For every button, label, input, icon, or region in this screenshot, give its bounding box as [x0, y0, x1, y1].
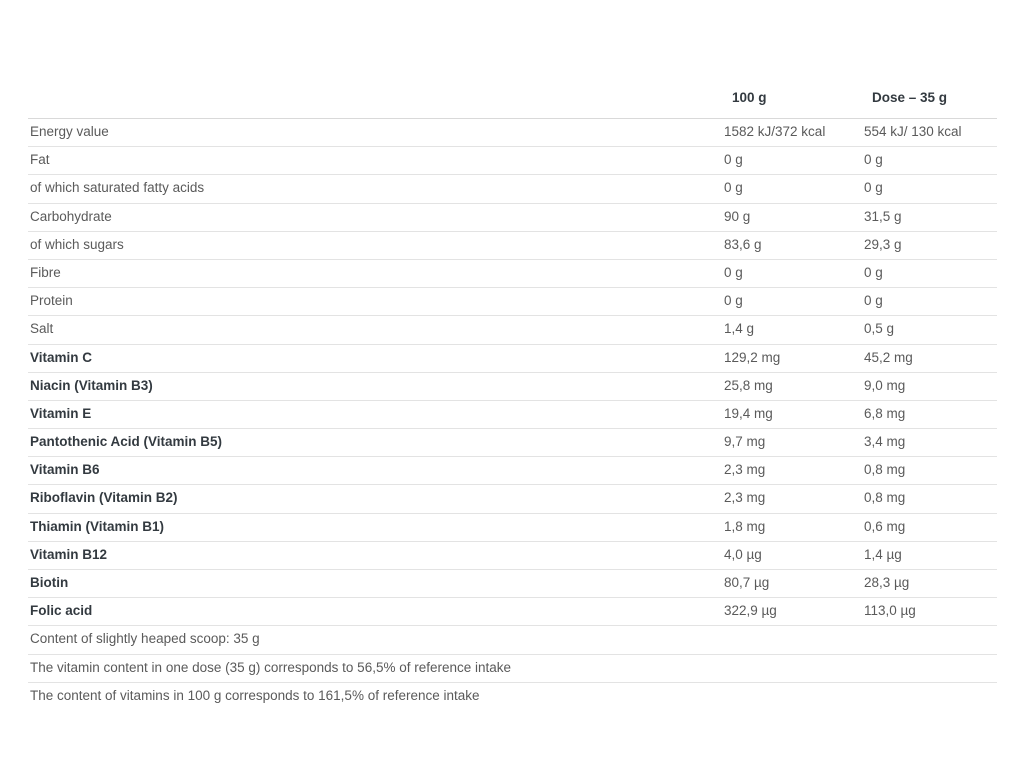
row-label: Riboflavin (Vitamin B2) [30, 490, 178, 506]
nutrition-table [28, 78, 997, 710]
table-row [28, 683, 997, 710]
value-per-100g: 9,7 mg [724, 434, 766, 450]
row-label: Salt [30, 321, 54, 337]
column-header-100g: 100 g [732, 90, 767, 105]
value-per-100g: 2,3 mg [724, 490, 766, 506]
value-per-100g: 0 g [724, 264, 743, 280]
row-label: Pantothenic Acid (Vitamin B5) [30, 434, 223, 450]
table-body [28, 119, 997, 710]
table-row [28, 626, 997, 654]
value-per-dose: 0,5 g [864, 321, 895, 337]
value-per-dose: 0,8 mg [864, 462, 906, 478]
row-label: Fibre [30, 264, 61, 280]
row-label: Fat [30, 152, 50, 168]
table-row [28, 655, 997, 683]
value-per-100g: 19,4 mg [724, 405, 773, 421]
value-per-dose: 0,6 mg [864, 518, 906, 534]
value-per-dose: 554 kJ/ 130 kcal [864, 124, 962, 139]
value-per-dose: 1,4 µg [864, 546, 902, 562]
row-label: Vitamin B12 [30, 546, 108, 562]
value-per-dose: 45,2 mg [864, 349, 913, 365]
row-label: Vitamin E [30, 405, 92, 421]
table-row [28, 288, 997, 316]
value-per-100g: 25,8 mg [724, 377, 773, 393]
value-per-dose: 113,0 µg [864, 603, 916, 619]
table-row [28, 345, 997, 373]
value-per-dose: 3,4 mg [864, 434, 906, 450]
value-per-100g: 80,7 µg [724, 575, 770, 590]
row-label: Carbohydrate [30, 208, 112, 224]
row-label: Vitamin C [30, 349, 93, 365]
table-row [28, 598, 997, 626]
row-label: Folic acid [30, 603, 93, 619]
row-label: of which sugars [30, 236, 124, 252]
row-label: The content of vitamins in 100 g corresponds to 161,5% of reference intake [30, 687, 480, 703]
table-row [28, 485, 997, 513]
table-row [28, 204, 997, 232]
table-row [28, 401, 997, 429]
value-per-100g: 0 g [724, 152, 743, 168]
value-per-dose: 0 g [864, 152, 883, 168]
row-label: Biotin [30, 575, 69, 590]
value-per-100g: 1,4 g [724, 321, 755, 337]
value-per-dose: 0,8 mg [864, 490, 906, 506]
value-per-dose: 9,0 mg [864, 377, 906, 393]
table-row [28, 373, 997, 401]
row-label: Niacin (Vitamin B3) [30, 377, 153, 393]
row-label: Protein [30, 293, 73, 309]
value-per-100g: 129,2 mg [724, 349, 781, 365]
value-per-dose: 0 g [864, 264, 883, 280]
value-per-dose: 28,3 µg [864, 575, 910, 590]
row-label: Content of slightly heaped scoop: 35 g [30, 631, 260, 647]
table-row [28, 457, 997, 485]
table-row [28, 119, 997, 147]
value-per-dose: 6,8 mg [864, 405, 906, 421]
table-row [28, 232, 997, 260]
table-row [28, 429, 997, 457]
value-per-100g: 83,6 g [724, 236, 762, 252]
value-per-100g: 4,0 µg [724, 546, 762, 562]
table-row [28, 316, 997, 344]
column-header-dose: Dose – 35 g [872, 90, 948, 105]
value-per-100g: 1,8 mg [724, 518, 766, 534]
table-row [28, 542, 997, 570]
value-per-100g: 1582 kJ/372 kcal [724, 124, 826, 139]
table-row [28, 147, 997, 175]
row-label: Energy value [30, 124, 109, 139]
value-per-dose: 29,3 g [864, 236, 902, 252]
value-per-dose: 31,5 g [864, 208, 902, 224]
value-per-100g: 2,3 mg [724, 462, 766, 478]
value-per-dose: 0 g [864, 180, 883, 196]
table-header [28, 78, 997, 119]
row-label: Thiamin (Vitamin B1) [30, 518, 165, 534]
value-per-dose: 0 g [864, 293, 883, 309]
row-label: The vitamin content in one dose (35 g) corresponds to 56,5% of reference intake [30, 659, 512, 675]
table-row [28, 514, 997, 542]
value-per-100g: 0 g [724, 293, 743, 309]
row-label: Vitamin B6 [30, 462, 100, 478]
table-row [28, 570, 997, 598]
table-row [28, 260, 997, 288]
row-label: of which saturated fatty acids [30, 180, 205, 196]
value-per-100g: 90 g [724, 208, 751, 224]
table-row [28, 175, 997, 203]
value-per-100g: 322,9 µg [724, 603, 777, 619]
value-per-100g: 0 g [724, 180, 743, 196]
